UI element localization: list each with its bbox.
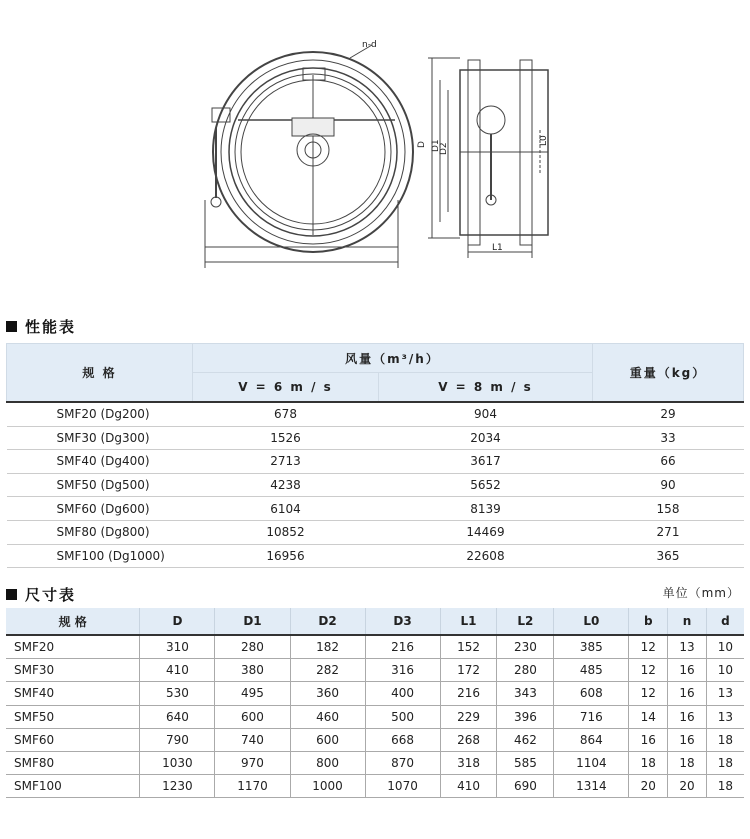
perf-cell-v6: 1526 — [193, 426, 379, 450]
dim-cell: 410 — [440, 775, 497, 798]
dim-cell: 182 — [290, 635, 365, 659]
dim-cell: 16 — [629, 728, 668, 751]
dim-cell: 1000 — [290, 775, 365, 798]
perf-cell-v6: 16956 — [193, 544, 379, 568]
perf-cell-v8: 2034 — [379, 426, 593, 450]
unit-label: 单位（mm） — [662, 586, 740, 600]
label-l0: L0 — [539, 135, 549, 146]
dim-header-cell: L0 — [554, 608, 629, 635]
perf-cell-spec: SMF40 (Dg400) — [7, 450, 193, 474]
dim-cell: 400 — [365, 682, 440, 705]
dim-cell: 495 — [215, 682, 290, 705]
dim-cell: 970 — [215, 751, 290, 774]
dim-cell: 530 — [140, 682, 215, 705]
dim-cell: 16 — [668, 705, 707, 728]
dim-cell: 230 — [497, 635, 554, 659]
perf-header-airflow: 风量（m³/h） — [193, 344, 593, 373]
dim-cell: 385 — [554, 635, 629, 659]
dim-cell: 16 — [668, 659, 707, 682]
perf-cell-weight: 29 — [593, 402, 744, 426]
table-row — [6, 659, 744, 682]
table-row — [7, 520, 744, 544]
dim-cell: 1030 — [140, 751, 215, 774]
dim-cell: 600 — [215, 705, 290, 728]
table-row — [6, 705, 744, 728]
dim-cell: 1104 — [554, 751, 629, 774]
dim-cell: 608 — [554, 682, 629, 705]
dim-header-cell: D2 — [290, 608, 365, 635]
dim-header-cell: 规 格 — [6, 608, 140, 635]
perf-cell-v6: 10852 — [193, 520, 379, 544]
dim-cell: 790 — [140, 728, 215, 751]
perf-cell-v8: 904 — [379, 402, 593, 426]
dim-header-cell: D1 — [215, 608, 290, 635]
perf-cell-weight: 158 — [593, 497, 744, 521]
table-row — [7, 497, 744, 521]
dim-header-cell: L1 — [440, 608, 497, 635]
perf-cell-v6: 678 — [193, 402, 379, 426]
perf-cell-v8: 5652 — [379, 473, 593, 497]
dim-cell: 740 — [215, 728, 290, 751]
perf-cell-v8: 22608 — [379, 544, 593, 568]
dim-header-cell: D3 — [365, 608, 440, 635]
dim-cell: 280 — [497, 659, 554, 682]
perf-cell-v6: 4238 — [193, 473, 379, 497]
dim-cell: 13 — [668, 635, 707, 659]
dim-cell: 690 — [497, 775, 554, 798]
dim-cell: 282 — [290, 659, 365, 682]
dim-cell: SMF50 — [6, 705, 140, 728]
performance-section-title — [6, 316, 76, 337]
dim-cell: SMF30 — [6, 659, 140, 682]
dim-cell: 10 — [706, 659, 744, 682]
label-d1: D1 — [431, 139, 441, 152]
dim-cell: 800 — [290, 751, 365, 774]
table-row — [6, 635, 744, 659]
dim-cell: 460 — [290, 705, 365, 728]
dim-cell: 172 — [440, 659, 497, 682]
square-bullet-icon — [6, 321, 17, 332]
perf-cell-spec: SMF50 (Dg500) — [7, 473, 193, 497]
dim-cell: 410 — [140, 659, 215, 682]
dim-cell: 12 — [629, 659, 668, 682]
dim-cell: 1170 — [215, 775, 290, 798]
dim-cell: 18 — [706, 751, 744, 774]
dim-cell: 310 — [140, 635, 215, 659]
dim-cell: 600 — [290, 728, 365, 751]
dim-header-cell: D — [140, 608, 215, 635]
perf-cell-spec: SMF30 (Dg300) — [7, 426, 193, 450]
perf-header-spec: 规 格 — [7, 344, 193, 403]
performance-table — [6, 343, 744, 568]
table-row — [7, 544, 744, 568]
table-row — [6, 775, 744, 798]
dim-cell: 864 — [554, 728, 629, 751]
perf-cell-v6: 2713 — [193, 450, 379, 474]
dim-cell: 18 — [706, 775, 744, 798]
damper-technical-drawing — [0, 0, 750, 300]
dim-header-cell: L2 — [497, 608, 554, 635]
dim-cell: 20 — [629, 775, 668, 798]
table-row — [7, 473, 744, 497]
dim-cell: 13 — [706, 682, 744, 705]
dim-cell: 668 — [365, 728, 440, 751]
dim-cell: 343 — [497, 682, 554, 705]
dim-cell: SMF40 — [6, 682, 140, 705]
dim-cell: 216 — [365, 635, 440, 659]
perf-cell-weight: 271 — [593, 520, 744, 544]
dim-header-cell: d — [706, 608, 744, 635]
table-row — [7, 402, 744, 426]
dimensions-table — [6, 608, 744, 798]
dim-cell: 318 — [440, 751, 497, 774]
dim-cell: 18 — [629, 751, 668, 774]
perf-cell-weight: 90 — [593, 473, 744, 497]
perf-header-v8: V = 8 m / s — [379, 373, 593, 403]
dim-cell: 152 — [440, 635, 497, 659]
dim-cell: 716 — [554, 705, 629, 728]
table-row — [7, 450, 744, 474]
dim-cell: 585 — [497, 751, 554, 774]
square-bullet-icon — [6, 589, 17, 600]
label-nd: n-d — [362, 40, 377, 50]
dim-cell: 396 — [497, 705, 554, 728]
perf-cell-spec: SMF80 (Dg800) — [7, 520, 193, 544]
perf-cell-v6: 6104 — [193, 497, 379, 521]
dim-header-cell: n — [668, 608, 707, 635]
dim-cell: 16 — [668, 728, 707, 751]
dim-cell: 360 — [290, 682, 365, 705]
dim-cell: 462 — [497, 728, 554, 751]
performance-title: 性能表 — [25, 318, 77, 336]
dimensions-section-title — [6, 584, 76, 605]
dim-cell: 640 — [140, 705, 215, 728]
perf-cell-weight: 33 — [593, 426, 744, 450]
perf-header-v6: V = 6 m / s — [193, 373, 379, 403]
dim-cell: 18 — [668, 751, 707, 774]
dim-cell: 10 — [706, 635, 744, 659]
dim-cell: 1070 — [365, 775, 440, 798]
dim-cell: 1230 — [140, 775, 215, 798]
dim-cell: SMF100 — [6, 775, 140, 798]
dim-cell: SMF20 — [6, 635, 140, 659]
dim-cell: 485 — [554, 659, 629, 682]
dimensions-title: 尺寸表 — [25, 586, 77, 604]
table-row — [7, 426, 744, 450]
dim-cell: 216 — [440, 682, 497, 705]
perf-cell-spec: SMF60 (Dg600) — [7, 497, 193, 521]
dim-cell: 13 — [706, 705, 744, 728]
dim-cell: 14 — [629, 705, 668, 728]
dim-cell: SMF60 — [6, 728, 140, 751]
dim-cell: 229 — [440, 705, 497, 728]
perf-cell-weight: 66 — [593, 450, 744, 474]
table-row — [6, 682, 744, 705]
label-d: D — [417, 141, 427, 148]
perf-cell-v8: 14469 — [379, 520, 593, 544]
label-l1: L1 — [492, 243, 503, 253]
perf-cell-spec: SMF100 (Dg1000) — [7, 544, 193, 568]
dim-cell: 268 — [440, 728, 497, 751]
dim-cell: SMF80 — [6, 751, 140, 774]
table-row — [6, 751, 744, 774]
dim-cell: 16 — [668, 682, 707, 705]
perf-cell-v8: 8139 — [379, 497, 593, 521]
perf-cell-weight: 365 — [593, 544, 744, 568]
dim-cell: 18 — [706, 728, 744, 751]
perf-cell-spec: SMF20 (Dg200) — [7, 402, 193, 426]
dim-cell: 280 — [215, 635, 290, 659]
label-d2: D2 — [439, 142, 449, 155]
dim-cell: 12 — [629, 635, 668, 659]
dim-cell: 20 — [668, 775, 707, 798]
dim-cell: 316 — [365, 659, 440, 682]
dim-cell: 1314 — [554, 775, 629, 798]
dim-cell: 380 — [215, 659, 290, 682]
dim-cell: 500 — [365, 705, 440, 728]
dim-cell: 870 — [365, 751, 440, 774]
dim-cell: 12 — [629, 682, 668, 705]
perf-header-weight: 重量（kg） — [593, 344, 744, 403]
dim-header-cell: b — [629, 608, 668, 635]
perf-cell-v8: 3617 — [379, 450, 593, 474]
table-row — [6, 728, 744, 751]
